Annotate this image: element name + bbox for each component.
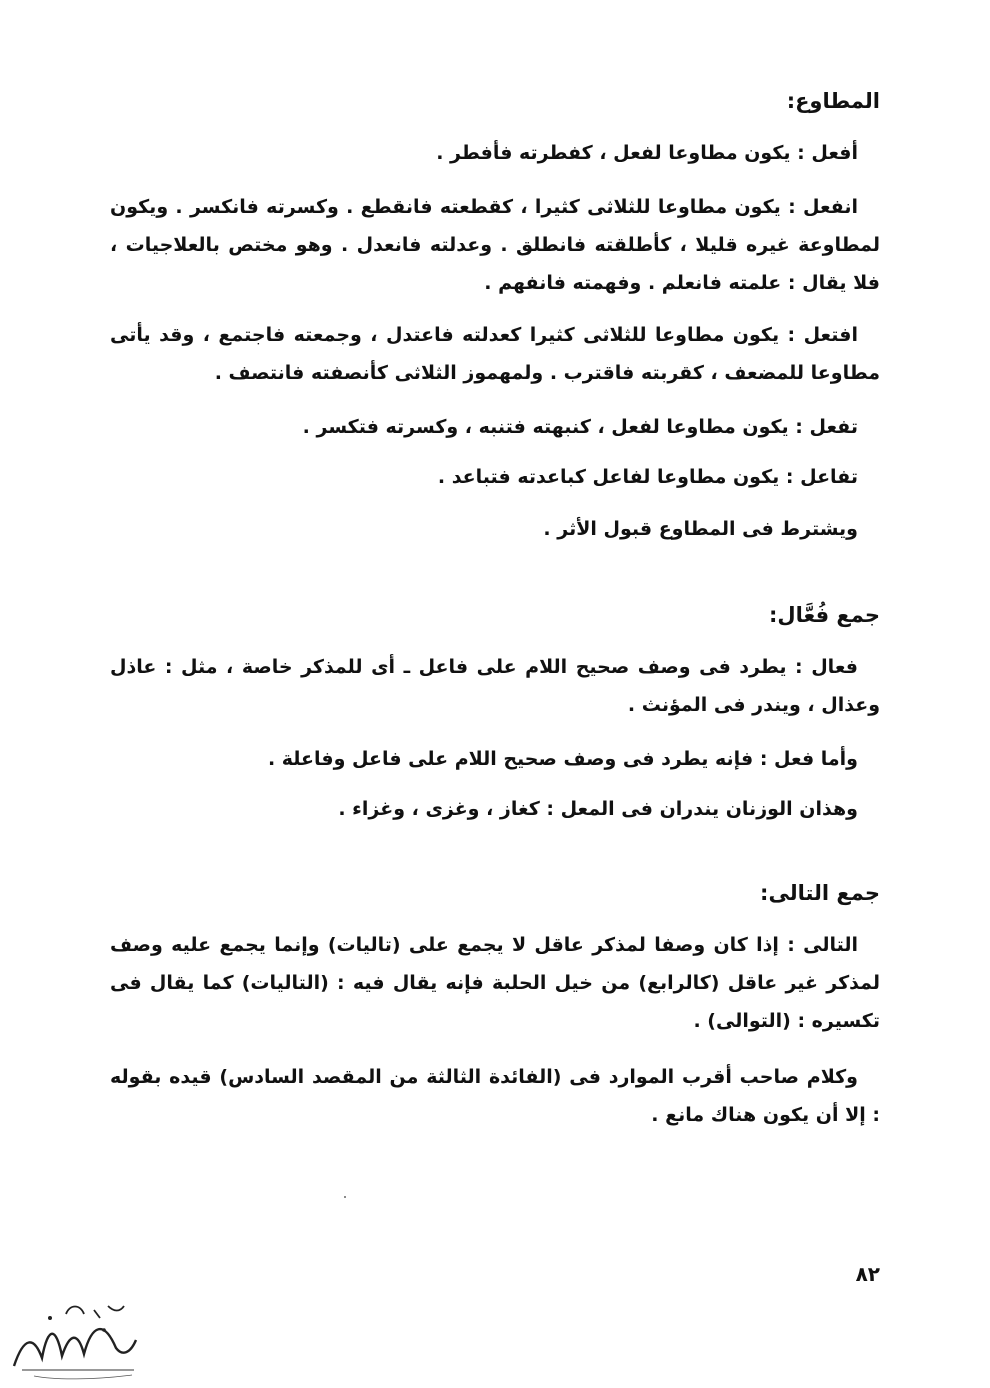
paragraph-afal: أفعل : يكون مطاوعا لفعل ، كفطرته فأفطر . — [436, 142, 858, 164]
section-heading-jam-tali: جمع التالى: — [760, 881, 880, 905]
paragraph-tafaal: تفعل : يكون مطاوعا لفعل ، كنبهته فتنبه ، وكسرته فتكسر . — [302, 416, 858, 438]
page-number: ٨٢ — [855, 1262, 880, 1286]
paragraph-aqrab-mawarid: وكلام صاحب أقرب الموارد فى (الفائدة الثالثة من المقصد السادس) قيده بقوله : إلا أن يكون هناك مانع . — [110, 1066, 880, 1126]
paragraph-fual: فعال : يطرد فى وصف صحيح اللام على فاعل ـ أى للمذكر خاصة ، مثل : عاذل وعذال ، ويندر فى المؤنث . — [110, 656, 880, 716]
paragraph-infaal: انفعل : يكون مطاوعا للثلاثى كثيرا ، كقطعته فانقطع . وكسرته فانكسر . ويكون لمطاوعة غيره قليلا ، كأطلقته فانطلق . وعدلته فانعدل . وهو مختص بالعلاجيات ، فلا يقال : علمته فانعلم . وفهمته فانفهم . — [110, 196, 880, 294]
paragraph-iftaal: افتعل : يكون مطاوعا للثلاثى كثيرا كعدلته فاعتدل ، وجمعته فاجتمع ، وقد يأتى مطاوعا للمضعف ، كقربته فاقترب . ولمهموز الثلاثى كأنصفته فانتصف . — [110, 324, 880, 384]
paragraph-fual-second: وأما فعل : فإنه يطرد فى وصف صحيح اللام على فاعل وفاعلة . — [267, 748, 858, 770]
speck-mark — [344, 1196, 346, 1198]
paragraph-condition: ويشترط فى المطاوع قبول الأثر . — [543, 518, 858, 540]
paragraph-wazn: وهذان الوزنان يندران فى المعل : كغاز ، وغزى ، وغزاء . — [338, 798, 858, 820]
paragraph-tafaaul: تفاعل : يكون مطاوعا لفاعل كباعدته فتباعد . — [437, 466, 858, 488]
paragraph-tali: التالى : إذا كان وصفا لمذكر عاقل لا يجمع على (تاليات) وإنما يجمع عليه وصف لمذكر غير عاقل (كالرابع) من خيل الحلبة فإنه يقال فيه : (التاليات) كما يقال فى تكسيره : (التوالى) . — [110, 934, 880, 1032]
library-seal-logo — [4, 1296, 144, 1382]
section-heading-jam-fual: جمع فُعَّال: — [769, 603, 880, 627]
section-heading-mutawi: المطاوع: — [786, 89, 880, 113]
